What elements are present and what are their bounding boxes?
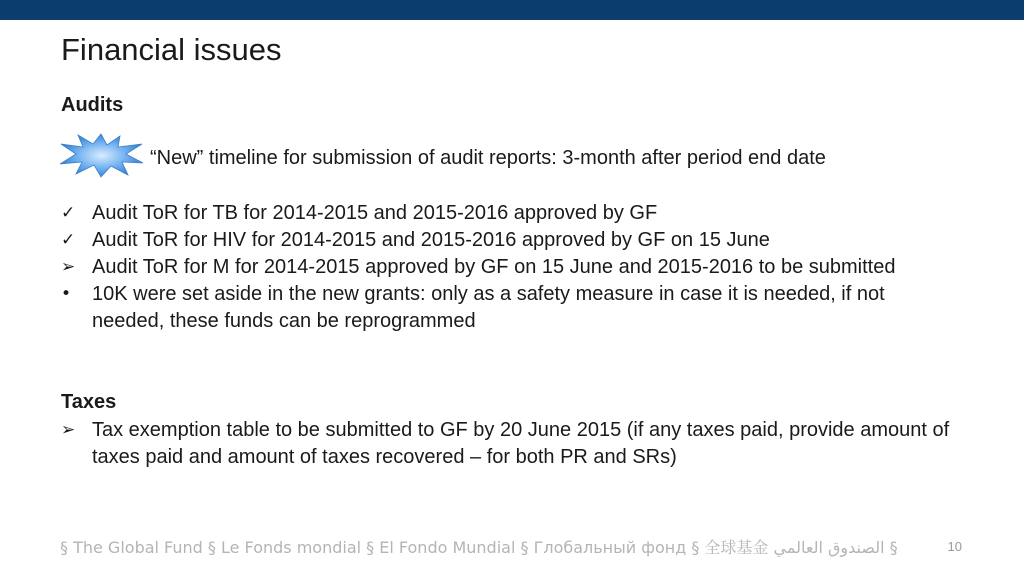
list-item-text: 10K were set aside in the new grants: only as a safety measure in case it is needed, if not needed, these funds can be reprogrammed [92,283,885,332]
page-number: 10 [947,539,962,554]
taxes-list [61,417,961,471]
list-item [61,281,961,335]
list-item [61,417,961,471]
list-item-text: Audit ToR for TB for 2014-2015 and 2015-2016 approved by GF [92,202,658,224]
audits-heading: Audits [61,94,124,116]
slide-title: Financial issues [61,32,282,67]
list-item [61,200,961,227]
list-item-text: Tax exemption table to be submitted to GF by 20 June 2015 (if any taxes paid, provide amount of taxes paid and amount of taxes recovered – for both PR and SRs) [92,419,950,468]
arrowhead-icon: ➢ [61,257,76,277]
global-fund-logo-strip: § The Global Fund § Le Fonds mondial § El Fondo Mundial § Глобальный фонд § 全球基金 الصندوق العالمي § [60,538,898,557]
list-item [61,227,961,254]
checkmark-icon: ✓ [61,203,76,223]
bullet-icon: • [61,284,72,304]
taxes-heading: Taxes [61,391,117,413]
new-timeline-note: “New” timeline for submission of audit reports: 3-month after period end date [150,147,826,169]
arrowhead-icon: ➢ [61,420,76,440]
list-item-text: Audit ToR for HIV for 2014-2015 and 2015-2016 approved by GF on 15 June [92,229,770,251]
starburst-icon [58,132,144,178]
list-item [61,254,961,281]
checkmark-icon: ✓ [61,230,76,250]
audits-list [61,200,961,335]
list-item-text: Audit ToR for M for 2014-2015 approved by GF on 15 June and 2015-2016 to be submitted [92,256,896,278]
top-banner [0,0,1024,20]
